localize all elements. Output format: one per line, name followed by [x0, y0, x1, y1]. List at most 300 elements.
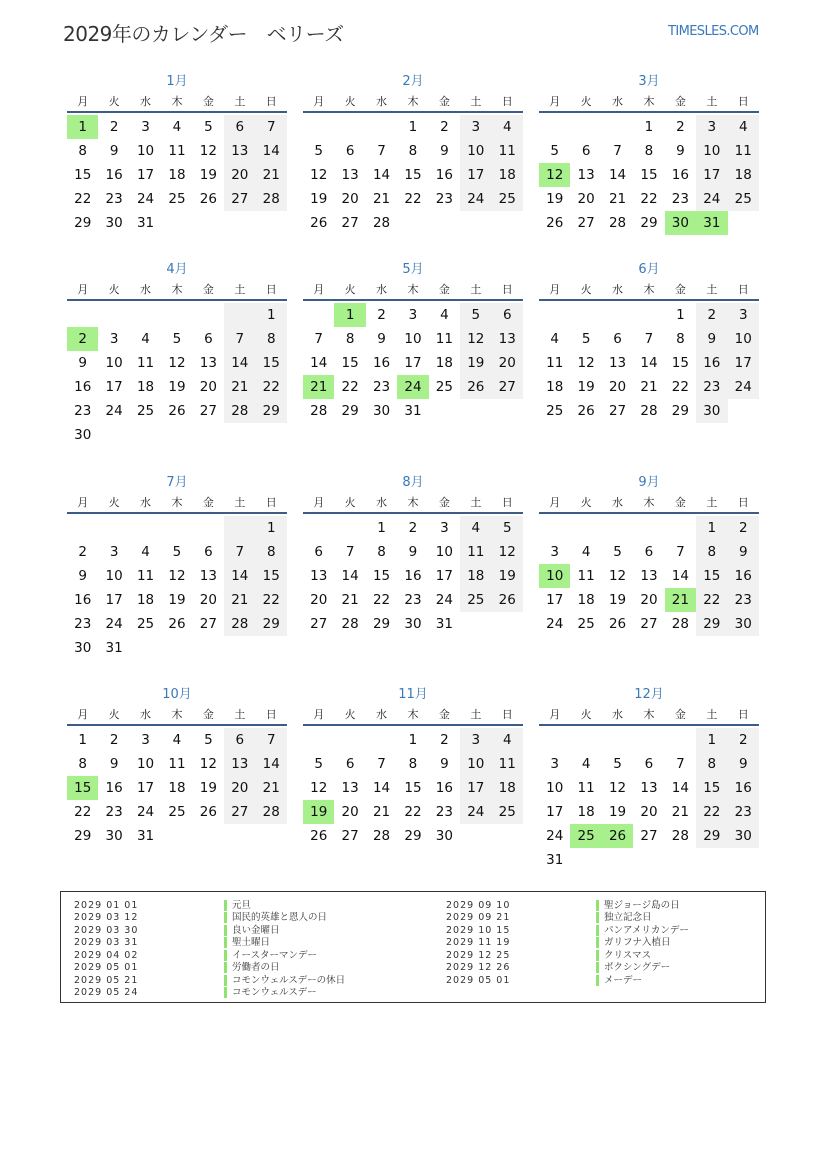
day-cell[interactable]: 27 [199, 403, 217, 419]
day-cell[interactable]: 14 [671, 780, 689, 796]
day-cell[interactable]: 21 [224, 375, 255, 399]
day-cell[interactable] [397, 211, 428, 235]
day-cell[interactable]: 3 [550, 544, 559, 560]
day-cell[interactable]: 5 [581, 331, 591, 347]
day-cell[interactable] [460, 399, 491, 423]
day-cell[interactable]: 11 [728, 139, 759, 163]
day-cell[interactable]: 15 [671, 355, 689, 371]
day-cell[interactable]: 2 [440, 732, 449, 748]
day-cell[interactable]: 24 [728, 375, 759, 399]
day-cell[interactable] [161, 824, 192, 848]
day-cell[interactable]: 30 [728, 824, 759, 848]
day-cell[interactable]: 30 [105, 828, 123, 844]
day-cell[interactable]: 12 [577, 355, 595, 371]
day-cell[interactable] [633, 848, 664, 872]
day-cell[interactable]: 9 [440, 756, 449, 772]
day-cell[interactable]: 21 [256, 776, 287, 800]
day-cell[interactable] [633, 728, 664, 752]
day-cell[interactable]: 3 [109, 331, 119, 347]
day-cell[interactable]: 11 [136, 568, 155, 584]
day-cell[interactable]: 26 [310, 215, 328, 231]
day-cell[interactable]: 27 [492, 375, 523, 399]
day-cell[interactable]: 31 [696, 211, 727, 235]
day-cell[interactable]: 24 [136, 191, 155, 207]
day-cell[interactable] [633, 516, 664, 540]
day-cell[interactable]: 13 [199, 568, 217, 584]
day-cell[interactable]: 26 [199, 191, 217, 207]
day-cell[interactable]: 12 [168, 355, 186, 371]
day-cell[interactable]: 18 [460, 564, 491, 588]
day-cell[interactable]: 11 [577, 780, 595, 796]
day-cell[interactable]: 7 [676, 544, 685, 560]
day-cell[interactable] [334, 728, 365, 752]
day-cell[interactable]: 5 [492, 516, 523, 540]
day-cell[interactable]: 16 [74, 379, 92, 395]
day-cell[interactable]: 9 [109, 143, 119, 159]
day-cell[interactable]: 2 [408, 520, 418, 536]
day-cell[interactable]: 18 [136, 379, 155, 395]
day-cell[interactable]: 6 [581, 143, 591, 159]
day-cell[interactable]: 28 [256, 800, 287, 824]
day-cell[interactable]: 5 [204, 119, 213, 135]
day-cell[interactable]: 26 [608, 616, 627, 632]
day-cell[interactable]: 19 [608, 592, 627, 608]
day-cell[interactable]: 7 [314, 331, 323, 347]
day-cell[interactable] [130, 303, 161, 327]
day-cell[interactable]: 14 [372, 780, 391, 796]
day-cell[interactable]: 1 [644, 119, 654, 135]
day-cell[interactable]: 11 [492, 752, 523, 776]
day-cell[interactable]: 25 [136, 403, 155, 419]
day-cell[interactable]: 16 [105, 167, 123, 183]
day-cell[interactable]: 19 [460, 351, 491, 375]
day-cell[interactable]: 4 [492, 115, 523, 139]
day-cell[interactable]: 26 [577, 403, 595, 419]
day-cell[interactable] [570, 516, 601, 540]
day-cell[interactable]: 15 [404, 167, 422, 183]
day-cell[interactable]: 17 [136, 167, 155, 183]
day-cell[interactable] [98, 516, 129, 540]
day-cell[interactable]: 16 [696, 351, 727, 375]
day-cell[interactable]: 6 [345, 143, 355, 159]
day-cell[interactable]: 17 [136, 780, 155, 796]
day-cell[interactable] [256, 211, 287, 235]
day-cell[interactable]: 4 [581, 756, 591, 772]
day-cell[interactable]: 4 [581, 544, 591, 560]
day-cell[interactable]: 12 [492, 540, 523, 564]
day-cell[interactable]: 25 [570, 824, 601, 848]
day-cell[interactable]: 26 [492, 588, 523, 612]
day-cell[interactable] [492, 612, 523, 636]
day-cell[interactable]: 25 [168, 191, 186, 207]
day-cell[interactable]: 8 [256, 327, 287, 351]
day-cell[interactable]: 31 [105, 640, 123, 656]
day-cell[interactable]: 20 [577, 191, 595, 207]
day-cell[interactable]: 10 [105, 355, 123, 371]
day-cell[interactable]: 19 [199, 780, 217, 796]
day-cell[interactable]: 16 [728, 564, 759, 588]
day-cell[interactable] [570, 303, 601, 327]
day-cell[interactable]: 28 [608, 215, 627, 231]
day-cell[interactable]: 5 [204, 732, 213, 748]
day-cell[interactable]: 2 [109, 732, 119, 748]
day-cell[interactable]: 11 [168, 756, 186, 772]
day-cell[interactable]: 24 [546, 616, 564, 632]
day-cell[interactable]: 27 [341, 828, 359, 844]
day-cell[interactable]: 29 [256, 399, 287, 423]
day-cell[interactable] [570, 848, 601, 872]
day-cell[interactable]: 23 [74, 403, 92, 419]
day-cell[interactable]: 10 [105, 568, 123, 584]
day-cell[interactable] [460, 824, 491, 848]
day-cell[interactable]: 14 [256, 139, 287, 163]
day-cell[interactable]: 20 [310, 592, 328, 608]
day-cell[interactable] [161, 423, 192, 447]
day-cell[interactable]: 26 [168, 403, 186, 419]
day-cell[interactable]: 24 [696, 187, 727, 211]
day-cell[interactable]: 7 [224, 540, 255, 564]
day-cell[interactable] [161, 211, 192, 235]
day-cell[interactable]: 4 [550, 331, 559, 347]
day-cell[interactable]: 22 [372, 592, 391, 608]
day-cell[interactable]: 7 [377, 143, 386, 159]
day-cell[interactable]: 13 [310, 568, 328, 584]
day-cell[interactable]: 5 [314, 756, 323, 772]
day-cell[interactable]: 9 [78, 355, 87, 371]
day-cell[interactable]: 12 [539, 163, 570, 187]
day-cell[interactable]: 24 [460, 800, 491, 824]
day-cell[interactable] [539, 303, 570, 327]
day-cell[interactable]: 6 [204, 544, 213, 560]
day-cell[interactable]: 17 [460, 776, 491, 800]
day-cell[interactable]: 30 [105, 215, 123, 231]
day-cell[interactable]: 16 [728, 776, 759, 800]
day-cell[interactable]: 4 [440, 307, 449, 323]
day-cell[interactable]: 27 [640, 828, 658, 844]
day-cell[interactable]: 23 [435, 804, 453, 820]
day-cell[interactable]: 22 [256, 375, 287, 399]
day-cell[interactable]: 7 [256, 115, 287, 139]
day-cell[interactable]: 15 [256, 351, 287, 375]
day-cell[interactable]: 16 [435, 167, 453, 183]
day-cell[interactable]: 2 [78, 544, 87, 560]
day-cell[interactable]: 12 [608, 780, 627, 796]
day-cell[interactable] [256, 636, 287, 660]
day-cell[interactable] [366, 115, 397, 139]
day-cell[interactable]: 18 [168, 780, 186, 796]
day-cell[interactable]: 1 [676, 307, 685, 323]
day-cell[interactable]: 12 [310, 780, 328, 796]
day-cell[interactable]: 14 [608, 167, 627, 183]
day-cell[interactable]: 28 [256, 187, 287, 211]
day-cell[interactable]: 1 [334, 303, 365, 327]
day-cell[interactable] [193, 303, 224, 327]
day-cell[interactable] [570, 115, 601, 139]
day-cell[interactable]: 29 [74, 828, 92, 844]
brand-logo[interactable]: TIMESLES.COM [668, 24, 759, 39]
day-cell[interactable]: 8 [408, 756, 418, 772]
day-cell[interactable]: 11 [435, 331, 453, 347]
day-cell[interactable]: 23 [435, 191, 453, 207]
day-cell[interactable]: 29 [404, 828, 422, 844]
day-cell[interactable]: 25 [492, 800, 523, 824]
day-cell[interactable]: 9 [109, 756, 119, 772]
day-cell[interactable]: 17 [105, 379, 123, 395]
day-cell[interactable]: 14 [671, 568, 689, 584]
day-cell[interactable] [429, 399, 460, 423]
day-cell[interactable]: 29 [74, 215, 92, 231]
day-cell[interactable]: 14 [224, 351, 255, 375]
day-cell[interactable]: 29 [696, 612, 727, 636]
day-cell[interactable]: 28 [224, 399, 255, 423]
day-cell[interactable]: 24 [546, 828, 564, 844]
day-cell[interactable] [193, 824, 224, 848]
day-cell[interactable]: 9 [78, 568, 87, 584]
day-cell[interactable] [665, 728, 696, 752]
day-cell[interactable] [460, 211, 491, 235]
day-cell[interactable]: 3 [696, 115, 727, 139]
day-cell[interactable]: 10 [435, 544, 453, 560]
day-cell[interactable]: 7 [644, 331, 654, 347]
day-cell[interactable]: 11 [546, 355, 564, 371]
day-cell[interactable] [633, 303, 664, 327]
day-cell[interactable]: 15 [372, 568, 391, 584]
day-cell[interactable]: 7 [676, 756, 685, 772]
day-cell[interactable]: 20 [341, 804, 359, 820]
day-cell[interactable]: 30 [372, 403, 391, 419]
day-cell[interactable] [161, 303, 192, 327]
day-cell[interactable]: 19 [303, 800, 334, 824]
day-cell[interactable] [161, 516, 192, 540]
day-cell[interactable]: 3 [141, 732, 150, 748]
day-cell[interactable]: 17 [435, 568, 453, 584]
day-cell[interactable]: 2 [696, 303, 727, 327]
day-cell[interactable] [492, 399, 523, 423]
day-cell[interactable] [161, 636, 192, 660]
day-cell[interactable]: 29 [256, 612, 287, 636]
day-cell[interactable]: 6 [224, 728, 255, 752]
day-cell[interactable]: 22 [404, 191, 422, 207]
day-cell[interactable]: 28 [224, 612, 255, 636]
day-cell[interactable]: 13 [608, 355, 627, 371]
day-cell[interactable] [67, 303, 98, 327]
day-cell[interactable]: 31 [546, 852, 564, 868]
day-cell[interactable]: 24 [105, 403, 123, 419]
day-cell[interactable] [602, 115, 633, 139]
day-cell[interactable]: 24 [136, 804, 155, 820]
day-cell[interactable]: 10 [728, 327, 759, 351]
day-cell[interactable] [728, 211, 759, 235]
day-cell[interactable]: 1 [78, 732, 87, 748]
day-cell[interactable]: 4 [141, 544, 150, 560]
day-cell[interactable]: 15 [67, 776, 98, 800]
day-cell[interactable]: 22 [671, 379, 689, 395]
day-cell[interactable]: 8 [78, 143, 87, 159]
day-cell[interactable]: 2 [67, 327, 98, 351]
day-cell[interactable] [539, 516, 570, 540]
day-cell[interactable]: 28 [341, 616, 359, 632]
day-cell[interactable]: 3 [550, 756, 559, 772]
day-cell[interactable] [193, 423, 224, 447]
day-cell[interactable]: 10 [539, 564, 570, 588]
day-cell[interactable]: 24 [435, 592, 453, 608]
day-cell[interactable]: 25 [435, 379, 453, 395]
day-cell[interactable]: 29 [671, 403, 689, 419]
day-cell[interactable]: 8 [377, 544, 386, 560]
day-cell[interactable]: 23 [696, 375, 727, 399]
day-cell[interactable]: 18 [728, 163, 759, 187]
day-cell[interactable]: 11 [492, 139, 523, 163]
day-cell[interactable]: 19 [608, 804, 627, 820]
day-cell[interactable] [193, 211, 224, 235]
day-cell[interactable]: 8 [696, 752, 727, 776]
day-cell[interactable]: 6 [644, 756, 654, 772]
day-cell[interactable]: 3 [141, 119, 150, 135]
day-cell[interactable]: 21 [372, 191, 391, 207]
day-cell[interactable]: 13 [577, 167, 595, 183]
day-cell[interactable]: 30 [74, 640, 92, 656]
day-cell[interactable]: 23 [105, 191, 123, 207]
day-cell[interactable]: 18 [168, 167, 186, 183]
day-cell[interactable] [334, 115, 365, 139]
day-cell[interactable]: 11 [136, 355, 155, 371]
day-cell[interactable]: 22 [341, 379, 359, 395]
day-cell[interactable]: 20 [640, 592, 658, 608]
day-cell[interactable] [303, 115, 334, 139]
day-cell[interactable]: 3 [109, 544, 119, 560]
day-cell[interactable]: 16 [372, 355, 391, 371]
day-cell[interactable]: 8 [256, 540, 287, 564]
day-cell[interactable] [334, 516, 365, 540]
day-cell[interactable]: 26 [310, 828, 328, 844]
day-cell[interactable] [130, 636, 161, 660]
day-cell[interactable]: 18 [577, 804, 595, 820]
day-cell[interactable]: 31 [404, 403, 422, 419]
day-cell[interactable]: 13 [492, 327, 523, 351]
day-cell[interactable]: 19 [199, 167, 217, 183]
day-cell[interactable]: 5 [550, 143, 559, 159]
day-cell[interactable]: 30 [728, 612, 759, 636]
day-cell[interactable]: 31 [435, 616, 453, 632]
day-cell[interactable]: 27 [577, 215, 595, 231]
day-cell[interactable]: 9 [728, 540, 759, 564]
day-cell[interactable]: 10 [696, 139, 727, 163]
day-cell[interactable]: 19 [310, 191, 328, 207]
day-cell[interactable]: 11 [168, 143, 186, 159]
day-cell[interactable] [98, 303, 129, 327]
day-cell[interactable]: 6 [345, 756, 355, 772]
day-cell[interactable] [303, 303, 334, 327]
day-cell[interactable]: 12 [168, 568, 186, 584]
day-cell[interactable]: 13 [199, 355, 217, 371]
day-cell[interactable]: 8 [78, 756, 87, 772]
day-cell[interactable]: 19 [168, 592, 186, 608]
day-cell[interactable]: 6 [644, 544, 654, 560]
day-cell[interactable]: 12 [199, 756, 217, 772]
day-cell[interactable]: 7 [377, 756, 386, 772]
day-cell[interactable]: 21 [608, 191, 627, 207]
day-cell[interactable]: 5 [613, 756, 622, 772]
day-cell[interactable] [602, 303, 633, 327]
day-cell[interactable]: 18 [492, 776, 523, 800]
day-cell[interactable]: 14 [310, 355, 328, 371]
day-cell[interactable]: 4 [141, 331, 150, 347]
day-cell[interactable]: 28 [372, 215, 391, 231]
day-cell[interactable]: 4 [172, 119, 182, 135]
day-cell[interactable]: 13 [640, 568, 658, 584]
day-cell[interactable] [539, 728, 570, 752]
day-cell[interactable]: 13 [341, 780, 359, 796]
day-cell[interactable] [256, 824, 287, 848]
day-cell[interactable] [130, 516, 161, 540]
day-cell[interactable]: 14 [341, 568, 359, 584]
day-cell[interactable]: 21 [372, 804, 391, 820]
day-cell[interactable]: 24 [105, 616, 123, 632]
day-cell[interactable]: 5 [460, 303, 491, 327]
day-cell[interactable]: 13 [224, 139, 255, 163]
day-cell[interactable]: 18 [577, 592, 595, 608]
day-cell[interactable]: 12 [608, 568, 627, 584]
day-cell[interactable] [193, 636, 224, 660]
day-cell[interactable]: 15 [341, 355, 359, 371]
day-cell[interactable]: 27 [224, 187, 255, 211]
day-cell[interactable] [224, 516, 255, 540]
day-cell[interactable]: 27 [608, 403, 627, 419]
day-cell[interactable]: 6 [224, 115, 255, 139]
day-cell[interactable]: 19 [546, 191, 564, 207]
day-cell[interactable]: 27 [224, 800, 255, 824]
day-cell[interactable]: 21 [341, 592, 359, 608]
day-cell[interactable]: 23 [372, 379, 391, 395]
day-cell[interactable]: 13 [640, 780, 658, 796]
day-cell[interactable]: 10 [460, 752, 491, 776]
day-cell[interactable]: 20 [640, 804, 658, 820]
day-cell[interactable]: 25 [136, 616, 155, 632]
day-cell[interactable]: 16 [404, 568, 422, 584]
day-cell[interactable]: 12 [460, 327, 491, 351]
day-cell[interactable] [665, 848, 696, 872]
day-cell[interactable]: 14 [640, 355, 658, 371]
day-cell[interactable] [728, 848, 759, 872]
day-cell[interactable]: 8 [696, 540, 727, 564]
day-cell[interactable]: 12 [310, 167, 328, 183]
day-cell[interactable]: 26 [199, 804, 217, 820]
day-cell[interactable] [429, 211, 460, 235]
day-cell[interactable]: 2 [377, 307, 386, 323]
day-cell[interactable]: 24 [460, 187, 491, 211]
day-cell[interactable]: 20 [224, 163, 255, 187]
day-cell[interactable] [224, 636, 255, 660]
day-cell[interactable]: 3 [460, 115, 491, 139]
day-cell[interactable]: 21 [303, 375, 334, 399]
day-cell[interactable]: 22 [640, 191, 658, 207]
day-cell[interactable]: 16 [435, 780, 453, 796]
day-cell[interactable]: 3 [460, 728, 491, 752]
day-cell[interactable]: 17 [404, 355, 422, 371]
day-cell[interactable]: 5 [314, 143, 323, 159]
day-cell[interactable]: 28 [640, 403, 658, 419]
day-cell[interactable]: 7 [256, 728, 287, 752]
day-cell[interactable]: 30 [665, 211, 696, 235]
day-cell[interactable]: 19 [492, 564, 523, 588]
day-cell[interactable]: 1 [256, 303, 287, 327]
day-cell[interactable]: 30 [435, 828, 453, 844]
day-cell[interactable] [366, 728, 397, 752]
day-cell[interactable]: 7 [345, 544, 355, 560]
day-cell[interactable]: 18 [492, 163, 523, 187]
day-cell[interactable]: 8 [408, 143, 418, 159]
day-cell[interactable]: 17 [546, 592, 564, 608]
